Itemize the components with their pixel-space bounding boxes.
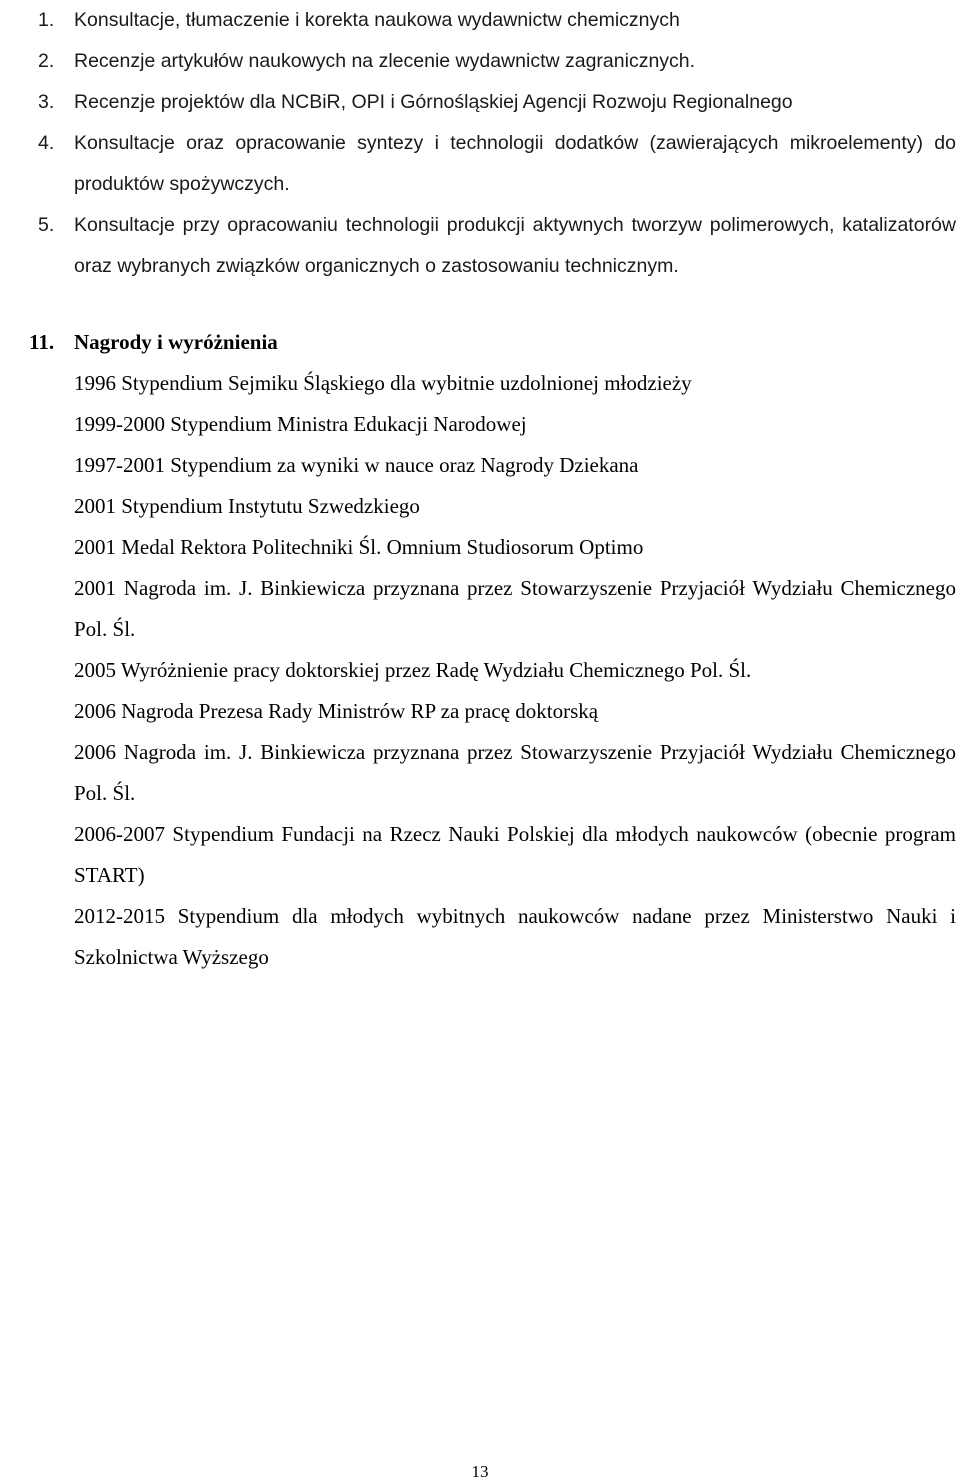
- list-item-number: 4.: [38, 132, 55, 154]
- section-title: Nagrody i wyróżnienia: [74, 330, 278, 354]
- awards-section: [0, 322, 960, 978]
- list-item-text: Konsultacje, tłumaczenie i korekta naukowa wydawnictw chemicznych: [74, 9, 680, 31]
- list-item-text: Recenzje projektów dla NCBiR, OPI i Górnośląskiej Agencji Rozwoju Regionalnego: [74, 91, 793, 113]
- list-item-number: 5.: [38, 214, 55, 236]
- list-item-number: 3.: [38, 91, 55, 113]
- section-heading: [0, 322, 960, 363]
- list-item-number: 2.: [38, 50, 55, 72]
- awards-list: [0, 363, 960, 978]
- list-item: [0, 123, 960, 205]
- page-number: 13: [471, 1462, 489, 1481]
- list-item: [0, 0, 960, 41]
- list-item-number: 1.: [38, 9, 55, 31]
- list-item: [0, 205, 960, 287]
- award-item: 2001 Nagroda im. J. Binkiewicza przyznana przez Stowarzyszenie Przyjaciół Wydziału Chemicznego Pol. Śl.: [74, 576, 956, 641]
- award-item: 2001 Medal Rektora Politechniki Śl. Omnium Studiosorum Optimo: [74, 535, 644, 559]
- award-item: 2006-2007 Stypendium Fundacji na Rzecz Nauki Polskiej dla młodych naukowców (obecnie program START): [74, 822, 956, 887]
- award-item: 1997-2001 Stypendium za wyniki w nauce oraz Nagrody Dziekana: [74, 453, 639, 477]
- award-item: 1996 Stypendium Sejmiku Śląskiego dla wybitnie uzdolnionej młodzieży: [74, 371, 692, 395]
- list-item: [0, 41, 960, 82]
- award-item: 2006 Nagroda im. J. Binkiewicza przyznana przez Stowarzyszenie Przyjaciół Wydziału Chemicznego Pol. Śl.: [74, 740, 956, 805]
- list-item-text: Recenzje artykułów naukowych na zlecenie wydawnictw zagranicznych.: [74, 50, 696, 72]
- award-item: 2001 Stypendium Instytutu Szwedzkiego: [74, 494, 420, 518]
- list-item-text: Konsultacje oraz opracowanie syntezy i technologii dodatków (zawierających mikroelementy) do produktów spożywczych.: [74, 132, 956, 195]
- award-item: 1999-2000 Stypendium Ministra Edukacji Narodowej: [74, 412, 527, 436]
- award-item: 2012-2015 Stypendium dla młodych wybitnych naukowców nadane przez Ministerstwo Nauki i Szkolnictwa Wyższego: [74, 904, 956, 969]
- section-number: 11.: [29, 330, 55, 354]
- award-item: 2005 Wyróżnienie pracy doktorskiej przez Radę Wydziału Chemicznego Pol. Śl.: [74, 658, 752, 682]
- list-item-text: Konsultacje przy opracowaniu technologii produkcji aktywnych tworzyw polimerowych, katalizatorów oraz wybranych związków organicznych o zastosowaniu technicznym.: [74, 214, 956, 277]
- consulting-list: [0, 0, 960, 287]
- award-item: 2006 Nagroda Prezesa Rady Ministrów RP za pracę doktorską: [74, 699, 599, 723]
- list-item: [0, 82, 960, 123]
